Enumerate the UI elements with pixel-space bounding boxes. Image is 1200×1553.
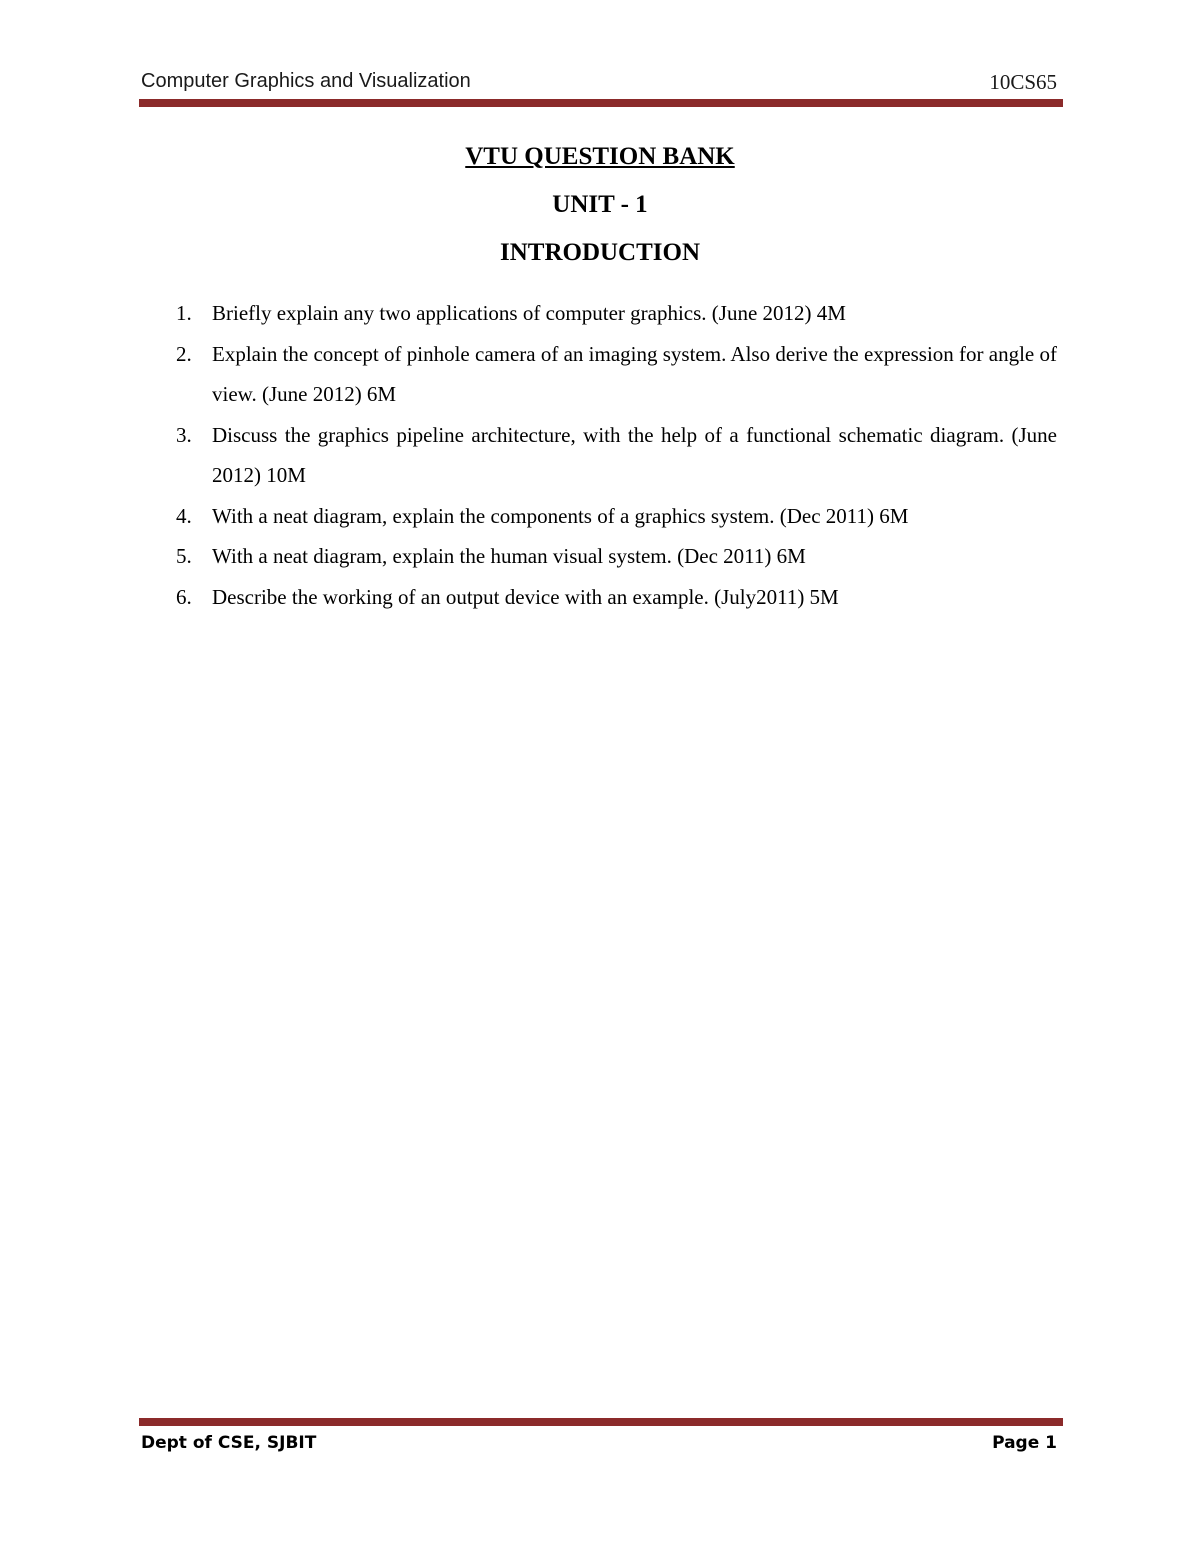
question-number: 5. bbox=[176, 544, 192, 568]
question-number: 3. bbox=[176, 422, 192, 447]
section-heading: INTRODUCTION bbox=[499, 239, 701, 266]
unit-heading: UNIT - 1 bbox=[552, 191, 648, 218]
question-number: 4. bbox=[176, 503, 192, 528]
question-text: Discuss the graphics pipeline architecture, with the help of a functional schematic diagram. (June 2012) 10M bbox=[212, 422, 1057, 487]
question-item bbox=[176, 293, 1057, 334]
question-number: 2. bbox=[176, 341, 192, 366]
question-number: 1. bbox=[176, 301, 192, 325]
footer-rule bbox=[139, 1418, 1063, 1426]
question-text: Briefly explain any two applications of computer graphics. (June 2012) 4M bbox=[212, 301, 846, 325]
question-item bbox=[176, 577, 1057, 618]
question-number: 6. bbox=[176, 584, 192, 609]
question-item bbox=[176, 536, 1057, 577]
question-text: With a neat diagram, explain the human visual system. (Dec 2011) 6M bbox=[212, 544, 806, 568]
header-course-title: Computer Graphics and Visualization bbox=[141, 70, 471, 92]
document-title: VTU QUESTION BANK bbox=[465, 143, 735, 170]
question-text: Explain the concept of pinhole camera of an imaging system. Also derive the expression for angle of view. (June 2012) 6M bbox=[212, 341, 1057, 406]
question-item bbox=[176, 496, 1057, 537]
question-item bbox=[176, 334, 1057, 415]
question-text: Describe the working of an output device with an example. (July2011) 5M bbox=[212, 584, 839, 609]
question-text: With a neat diagram, explain the components of a graphics system. (Dec 2011) 6M bbox=[212, 503, 909, 528]
question-list bbox=[176, 293, 1057, 617]
footer-department: Dept of CSE, SJBIT bbox=[141, 1433, 317, 1453]
footer-page-number: Page 1 bbox=[992, 1433, 1057, 1453]
question-item bbox=[176, 415, 1057, 496]
header-course-code: 10CS65 bbox=[989, 70, 1057, 94]
header-rule bbox=[139, 99, 1063, 107]
